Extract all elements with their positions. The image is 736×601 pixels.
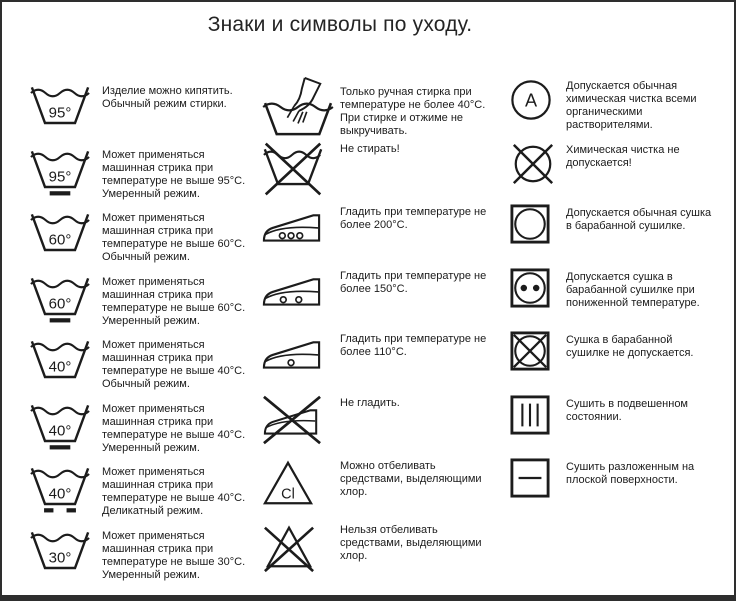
svg-text:95°: 95° xyxy=(48,167,72,185)
care-item-row xyxy=(30,273,262,337)
care-item-row xyxy=(30,209,262,273)
wash-tub-icon xyxy=(30,527,102,579)
care-item-row xyxy=(262,267,510,331)
care-item-row xyxy=(262,457,510,521)
care-item-description: Допускается обычная сушка в барабанной сушилке. xyxy=(566,207,712,232)
svg-text:40°: 40° xyxy=(48,485,72,503)
svg-text:60°: 60° xyxy=(48,231,72,249)
care-item-row xyxy=(262,140,510,204)
no-tumble-dry-icon xyxy=(510,331,566,371)
care-item-row xyxy=(510,331,736,395)
svg-text:40°: 40° xyxy=(48,358,72,376)
care-item-row xyxy=(30,400,262,464)
care-item-description: Нельзя отбеливать средствами, выделяющими хлор. xyxy=(340,523,482,562)
care-item-row xyxy=(30,146,262,210)
tumble-dry-low-icon xyxy=(510,268,566,308)
wash-tub-icon xyxy=(30,400,102,452)
column-hand-wash-iron-bleach xyxy=(262,76,510,584)
wash-tub-icon xyxy=(30,336,102,388)
wash-tub-icon xyxy=(30,463,102,515)
care-item-description: Сушка в барабанной сушилке не допускается. xyxy=(566,334,694,359)
care-item-row xyxy=(30,527,262,591)
care-item-description: Сушить разложенным на плоской поверхности. xyxy=(566,461,695,486)
care-item-description: Может применяться машинная стрика при температуре не выше 60°C. Умеренный режим. xyxy=(102,275,246,327)
care-item-row xyxy=(262,521,510,585)
care-item-description: Может применяться машинная стрика при температуре не выше 95°C. Умеренный режим. xyxy=(102,148,246,200)
care-item-row xyxy=(30,82,262,146)
iron-icon xyxy=(262,272,340,308)
care-item-description: Может применяться машинная стрика при температуре не выше 40°C. Деликатный режим. xyxy=(102,466,246,517)
svg-text:30°: 30° xyxy=(48,548,72,566)
care-item-row xyxy=(510,268,736,332)
care-item-description: Гладить при температуре не более 200°C. xyxy=(340,206,487,231)
iron-icon xyxy=(262,208,340,244)
care-item-description: Химическая чистка не допускается! xyxy=(566,143,680,169)
care-item-description: Не стирать! xyxy=(340,142,400,155)
column-dry-clean-and-dry xyxy=(510,77,736,522)
tumble-dry-icon xyxy=(510,204,566,244)
no-dry-clean-icon xyxy=(510,141,566,187)
care-item-row xyxy=(510,77,736,141)
svg-text:A: A xyxy=(524,90,538,111)
svg-text:60°: 60° xyxy=(48,294,72,312)
no-wash-icon xyxy=(262,140,340,198)
care-item-row xyxy=(262,330,510,394)
care-item-description: Может применяться машинная стрика при температуре не выше 40°C. Обычный режим. xyxy=(102,339,246,390)
page-title: Знаки и символы по уходу. xyxy=(207,13,473,36)
wash-tub-icon xyxy=(30,209,102,261)
care-item-description: Изделие можно кипятить. Обычный режим стирки. xyxy=(102,85,233,110)
care-item-row xyxy=(510,395,736,459)
care-item-row xyxy=(30,463,262,527)
care-item-row xyxy=(510,141,736,205)
care-item-row xyxy=(510,458,736,522)
iron-icon xyxy=(262,335,340,371)
care-item-row xyxy=(262,203,510,267)
bleach-icon xyxy=(262,459,340,507)
no-iron-icon xyxy=(262,394,340,446)
care-item-row xyxy=(510,204,736,268)
care-item-description: Допускается обычная химическая чистка всеми органическими растворителями. xyxy=(566,80,697,131)
care-item-row xyxy=(30,336,262,400)
hand-wash-icon xyxy=(262,76,340,138)
wash-tub-icon xyxy=(30,273,102,325)
svg-text:95°: 95° xyxy=(48,104,72,122)
care-item-description: Может применяться машинная стрика при температуре не выше 60°C. Обычный режим. xyxy=(102,212,246,263)
line-dry-icon xyxy=(510,395,566,435)
care-item-description: Не гладить. xyxy=(340,396,400,409)
care-item-description: Только ручная стирка при температуре не более 40°C. При стирке и отжиме не выкручивать. xyxy=(340,86,486,137)
care-item-row xyxy=(262,76,510,140)
wash-tub-icon xyxy=(30,82,102,134)
column-washing xyxy=(30,82,262,590)
care-item-description: Может применяться машинная стрика при температуре не выше 40°C. Умеренный режим. xyxy=(102,402,246,454)
svg-text:Cl: Cl xyxy=(281,486,295,503)
care-item-description: Гладить при температуре не более 150°C. xyxy=(340,269,487,295)
care-item-description: Сушить в подвешенном состоянии. xyxy=(566,397,688,423)
no-bleach-icon xyxy=(262,521,340,573)
care-item-description: Допускается сушка в барабанной сушилке при пониженной температуре. xyxy=(566,270,700,309)
dry-clean-icon xyxy=(510,79,566,121)
care-item-description: Можно отбеливать средствами, выделяющими хлор. xyxy=(340,460,482,498)
wash-tub-icon xyxy=(30,146,102,198)
care-item-row xyxy=(262,394,510,458)
care-item-description: Может применяться машинная стрика при температуре не выше 30°C. Умеренный режим. xyxy=(102,529,246,581)
care-item-description: Гладить при температуре не более 110°C. xyxy=(340,333,487,358)
flat-dry-icon xyxy=(510,458,566,498)
svg-text:40°: 40° xyxy=(48,421,72,439)
